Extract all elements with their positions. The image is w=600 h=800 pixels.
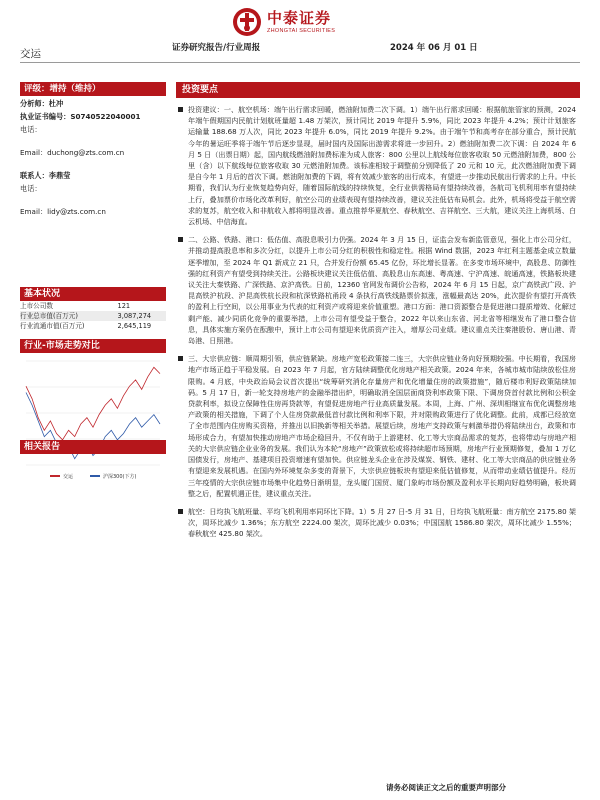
paragraph-text: 投资建议：一、航空机场：端午出行需求回暖，燃油附加费二次下调。1）端午出行需求回暖：根据航旅管家的预测，2024 年端午假期国内民航计划航班量超 1.48 万架次，预计同比 2019 年提升 5.9%，同比 2023 年提升 4.2%；预计计划旅客运输量 188.68 万人次，同比 2023 年提升 6.0%，同比 2019 年提升 9.2%。由于端午节和高考存在部分重合，预计民航今年的暑运旺季将于端午节后逐步显现，届时国内及国际出游需求将进一步回升。2）燃油附加费二次下调：自 2024 年 6 月 5 日（出票日期）起，国内航线燃油附加费标准为成人旅客：800 公里以上航线每位旅客收取 50 元燃油附加费，800 公里（含）以下航线每位旅客收取 30 元燃油附加费。该标准相较于调整前分别降低了 20 元和 10 元，此次燃油附加费下调是自今年 1 月后的首次下调。燃油附加费的下调，将有效减少旅客的出行成本，有望进一步推动民航出行需求的上升。中长期看，我们认为行业恢复趋势向好，随着国际航线的持续恢复，全行业供需格局有望持续改善，各航司飞机利用率有望持续上行，叠加票价市场化改革利好，航空公司的业绩表现有望持续改善，建议关注低估布局机会。此外，机场将受益于航空需求的复苏，航空收入和非航收入都将明显改善。重点推荐华夏航空、春秋航空、吉祥航空、三大航，建议关注上海机场、白云机场、中信海直。 [188, 105, 576, 227]
report-type: 证券研究报告/行业周报 [172, 43, 261, 53]
analyst-line [20, 98, 166, 109]
paragraph-text: 二、公路、铁路、港口：低估值、高股息吸引力仍强。2024 年 3 月 15 日，证监会发布新监管意见，强化上市公司分红，并推动提高股息率和多次分红，以提升上市公司分红的积极性和稳定性。根据 Wind 数据，2023 年红利主题基金成立数量逐季增加，至 2024 年 Q1 新成立 21 只，合并发行份额 65.45 亿份，环比增长显著。在多变市场环境中，高股息、防御性强的红利资产有望受到持续关注。公路板块建议关注低估值、高股息山东高速、粤高速、宁沪高速、皖通高速，铁路板块建议关注大秦铁路、广深铁路、京沪高铁。日前，12360 官网发布调价公告称，2024 年 6 月 15 日起，京广高铁武广段、沪昆高铁沪杭段、沪昆高铁杭长段和杭深铁路杭甬段 4 条执行高铁线路票价拟涨，涨幅最高达 20%，此次提价有望打开高铁的盈利上行空间，以公用事业为代表的红利资产或将迎来价值重塑。港口方面：港口资源整合是促进港口提质增效、化解过剩产能、减少同质化竞争的重要举措，上市公司有望受益于整合，2022 年以来山东省、河北省等相继发布了港口整合信息，具体实施方案仍在酝酿中，预计上市公司有望迎来优质资产注入，增厚公司业绩。建议重点关注秦港股份、唐山港、青岛港、日照港。 [188, 235, 576, 346]
company-logo [232, 5, 372, 39]
paragraph-supply-chain [176, 353, 580, 499]
footer-disclaimer: 请务必阅读正文之后的重要声明部分 [386, 783, 506, 792]
paragraph-text: 航空：日均执飞航班量、平均飞机利用率同环比下降。1）5 月 27 日-5 月 31 日，日均执飞航班量：南方航空 2175.80 架次，周环比减少 1.36%；东方航空 2224.00 架次，周环比减少 0.03%；中国国航 1586.80 架次，周环比减少 1.55%；春秋航空 425.80 架次。 [188, 506, 576, 539]
basic-status-table [20, 301, 166, 331]
trend-chart-svg [20, 353, 166, 483]
legend-swatch-index [90, 475, 100, 477]
paragraph-text: 三、大宗供应链：顺周期引领，供应链紧缺。房地产宽松政策接二连三，大宗供应链业务向好预期较强。中长期看，我国房地产市场正趋于平稳发展。自 2023 年 7 月起，官方陆续调整优化房地产相关政策。2024 年来，各城市城市陆续放松住房限购。4 月底，中央政治局会议首次提出“统筹研究消化存量房产和优化增量住房的政策措施”，随后楼市利好政策陆续加码。5 月 17 日，新一轮支持房地产的金融举措出炉，明确取消全国层面商贷利率政策下限、下调房贷首付款比例和公积金贷款利率，拟设立保障性住房再贷款等，有望促进房地产行业高质量发展。本周，上海、广州、深圳相继宣布优化调整房地产政策的相关措施，下调了个人住房贷款最低首付款比例和利率下限，并对限购政策进行了优化调整。此前，成都已经放宽了全市范围内住房购买资格，并推出以旧换新等相关举措。展望后续，房地产支持政策与刺激举措仍将陆续出台，政策和市场形成合力，有望加快推动房地产市场企稳回升，不仅有助于上游建材、化工等大宗商品需求的复苏，也将带动与房地产相关的大宗供应链企业业务的发展。我们认为本轮“房地产”政策放松或将持续超市场预期，房地产行业预期修复，叠加 1 万亿国债发行，房地产、基建项目投资增速有望加快。供应链龙头企业在涉及煤炭、钢铁、建材、化工等大宗商品的供应链业务有望迎来发展机遇。在国内外环境复杂多变的背景下，大宗供应链板块有望迎来低估值修复，从而带动业绩估值提升。经历三年疫情的大宗供应链市场集中化趋势日渐明显，龙头厦门国贸、厦门象屿市场份额及盈利水平长期向好趋势明确，板块调整之后，配置机遇正佳，建议重点关注。 [188, 354, 576, 498]
paragraph-highway-rail-port [176, 234, 580, 346]
basic-row [20, 311, 166, 321]
email-label-1: Email： [20, 148, 48, 157]
rating-banner: 评级：增持（维持） [20, 82, 166, 96]
basic-row-value: 121 [117, 302, 131, 310]
header-divider [20, 62, 580, 63]
basic-row-label: 行业总市值(百万元) [20, 311, 106, 321]
logo-name-cn: 中泰证券 [267, 8, 332, 27]
basic-row-label: 上市公司数 [20, 302, 53, 310]
trend-title: 行业-市场走势对比 [20, 339, 166, 353]
legend-label-industry: 交运 [63, 474, 74, 480]
phone-line-1: 电话： [20, 125, 42, 134]
contact-name: 李鼎莹 [48, 171, 71, 180]
analyst-name: 杜冲 [48, 99, 64, 108]
analyst-label: 分析师： [20, 99, 49, 108]
zhongtai-logo-icon [232, 7, 262, 37]
basic-row-value: 3,087,274 [106, 311, 166, 321]
series-line-industry [26, 367, 160, 440]
paragraph-aviation-data [176, 506, 580, 540]
left-sidebar [20, 82, 166, 483]
related-reports [20, 440, 166, 454]
email-line-2 [20, 206, 166, 217]
cert-label: 执业证书编号： [20, 112, 71, 121]
legend-swatch-industry [50, 475, 60, 477]
bullet-square-icon [178, 509, 183, 514]
bullet-square-icon [178, 237, 183, 242]
industry-label: 交运 [20, 48, 41, 60]
main-content [176, 82, 580, 540]
bullet-square-icon [178, 107, 183, 112]
legend-label-index: 沪深300(下方) [103, 474, 137, 480]
email-label-2: Email： [20, 207, 48, 216]
phone-line-2: 电话： [20, 184, 42, 193]
basic-status-title: 基本状况 [20, 287, 166, 301]
trend-chart [20, 353, 166, 483]
related-reports-title: 相关报告 [20, 440, 166, 454]
email-2[interactable]: lidy@zts.com.cn [47, 207, 106, 216]
basic-row [20, 321, 166, 331]
contact-label: 联系人： [20, 171, 49, 180]
email-1[interactable]: duchong@zts.com.cn [47, 148, 125, 157]
contact-line [20, 170, 166, 181]
basic-row-value: 2,645,119 [117, 322, 152, 330]
report-date: 2024 年 06 月 01 日 [390, 43, 478, 53]
basic-row-label: 行业流通市值(百万元) [20, 322, 85, 330]
bullet-square-icon [178, 356, 183, 361]
basic-row [20, 301, 166, 311]
email-line-1 [20, 147, 166, 158]
cert-number: S0740522040001 [70, 112, 141, 121]
paragraph-aviation [176, 104, 580, 227]
logo-name-en: ZHONGTAI SECURITIES [267, 27, 336, 34]
investment-highlights-title: 投资要点 [176, 82, 580, 98]
cert-line [20, 111, 166, 122]
